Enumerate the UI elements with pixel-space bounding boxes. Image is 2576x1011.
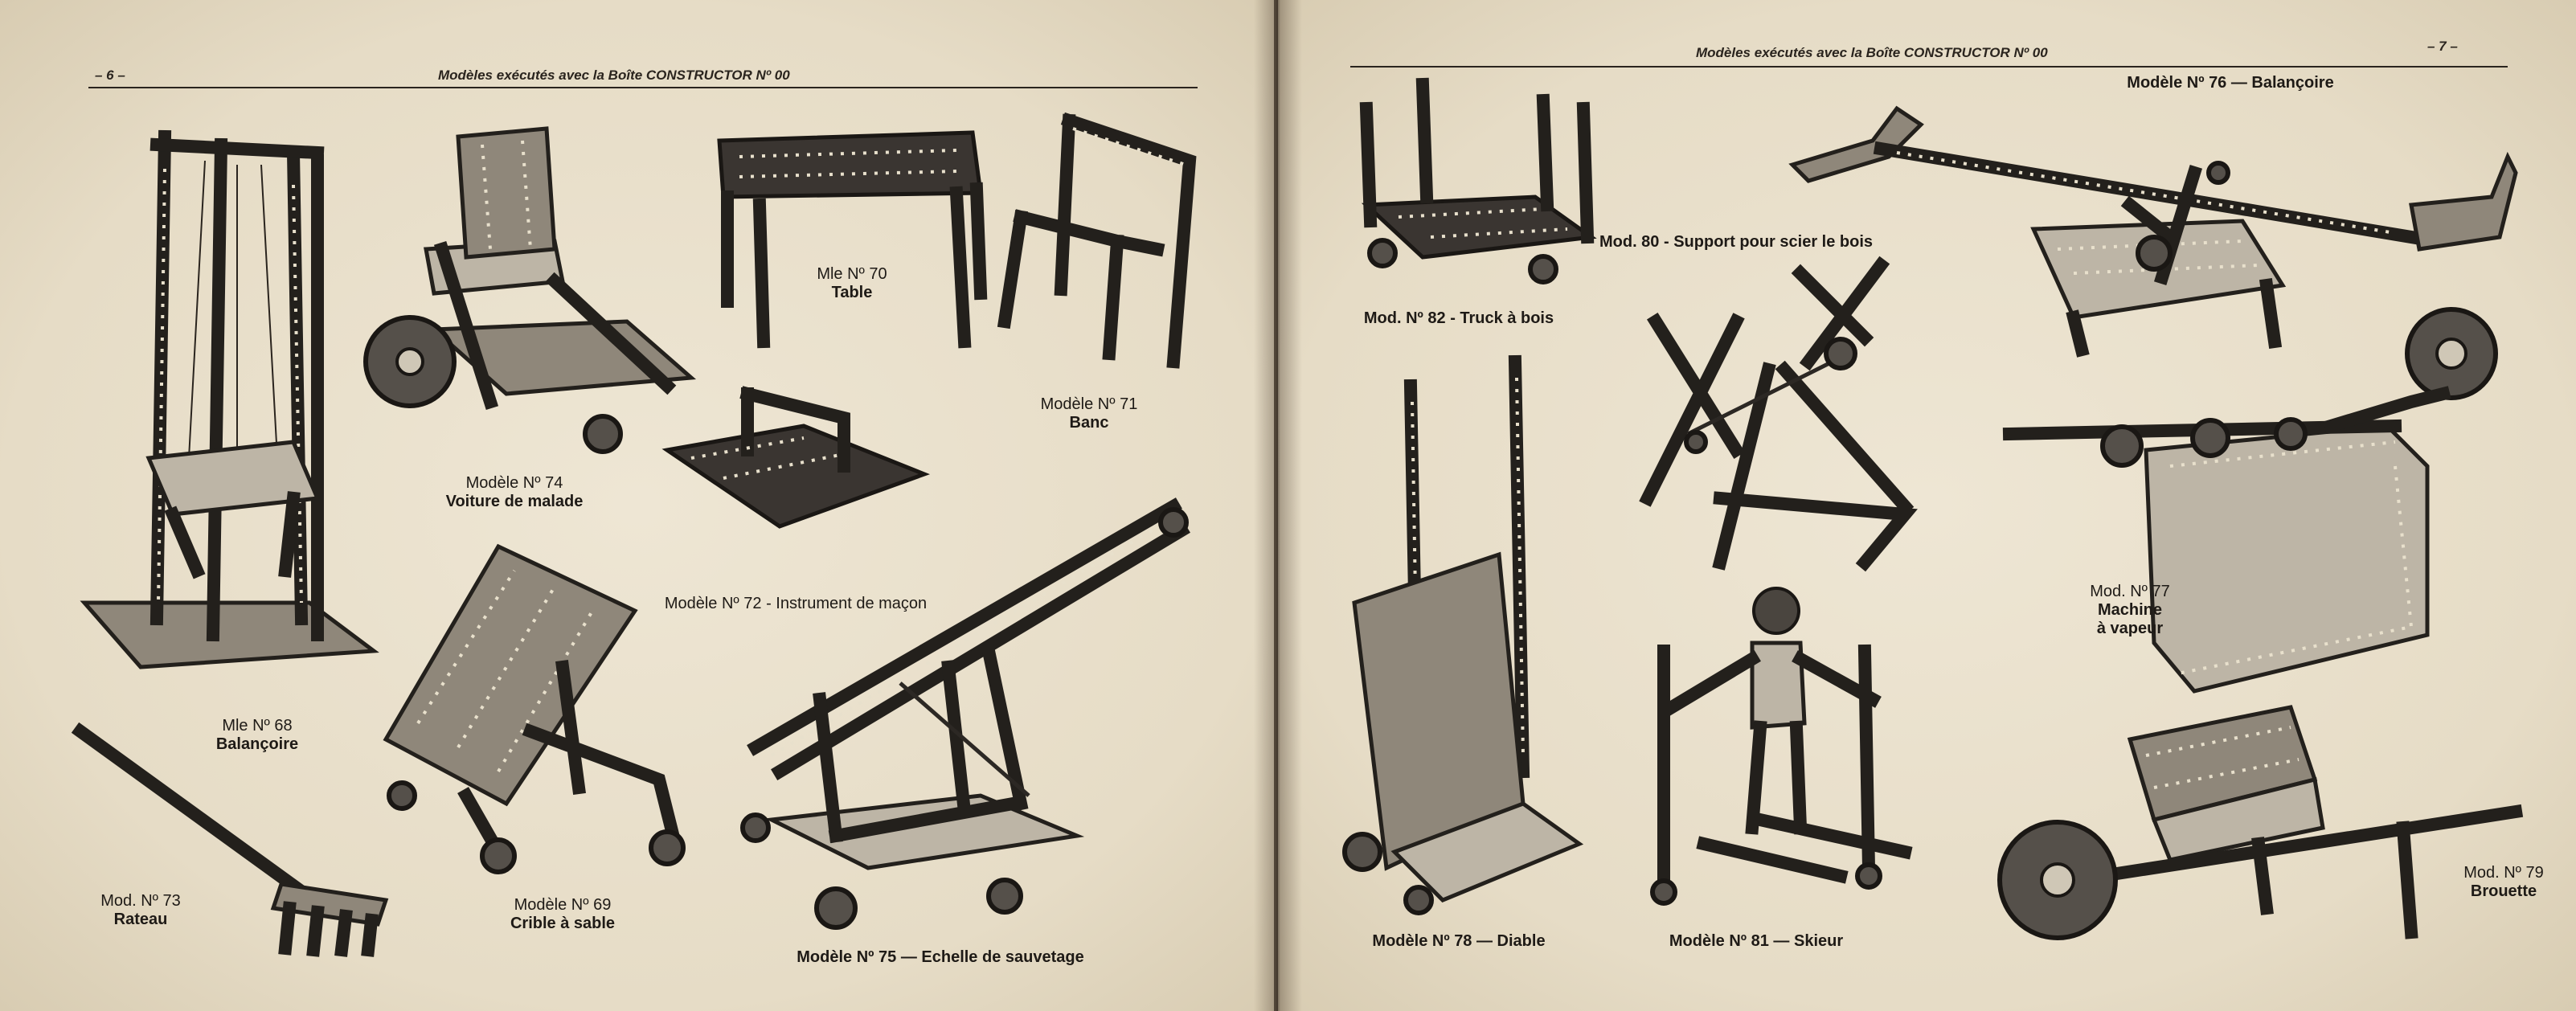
figure-mod-82-wood-truck — [1350, 76, 1616, 285]
figure-mod-81-skier — [1632, 579, 1937, 916]
caption-mod-73-number: Mod. Nº 73 — [100, 892, 181, 910]
running-header: Modèles exécutés avec la Boîte CONSTRUCTOR Nº 00 — [1696, 45, 2048, 60]
figure-mod-69-sand-sieve — [370, 538, 707, 876]
figure-mod-77-steam-engine — [1993, 305, 2556, 755]
caption-mod-71 — [1041, 395, 1138, 432]
caption-mod-79-title: Brouette — [2470, 882, 2537, 900]
figure-mod-75-rescue-ladder — [739, 490, 1190, 940]
caption-mod-73-title: Rateau — [113, 911, 168, 928]
running-header: Modèles exécutés avec la Boîte CONSTRUCTOR Nº 00 — [438, 68, 790, 83]
caption-mod-79 — [2463, 864, 2544, 901]
caption-mod-68-number: Mle Nº 68 — [222, 717, 293, 735]
figure-mod-68-swing — [76, 121, 382, 731]
figure-mod-71-bench — [997, 113, 1206, 386]
caption-mod-71-title: Banc — [1069, 414, 1109, 432]
caption-mod-70-number: Mle Nº 70 — [817, 265, 887, 283]
caption-mod-77 — [2090, 583, 2170, 638]
header-rule — [88, 87, 1198, 88]
catalog-page-left — [0, 0, 1274, 1011]
page-number: – 7 – — [2427, 39, 2458, 54]
caption-mod-75 — [797, 948, 1083, 967]
caption-mod-78-title: Modèle Nº 78 — Diable — [1372, 932, 1546, 950]
caption-mod-68-title: Balançoire — [215, 735, 299, 753]
caption-mod-82-title: Mod. Nº 82 - Truck à bois — [1363, 309, 1554, 327]
caption-mod-78 — [1372, 932, 1545, 951]
caption-mod-77-title-line1: Machine — [2097, 601, 2163, 619]
caption-mod-74-number: Modèle Nº 74 — [465, 474, 563, 492]
catalog-page-right — [1278, 0, 2576, 1011]
caption-mod-69 — [510, 896, 615, 933]
caption-mod-73 — [100, 892, 181, 929]
caption-mod-77-number: Mod. Nº 77 — [2090, 583, 2170, 600]
caption-mod-69-number: Modèle Nº 69 — [514, 896, 612, 914]
caption-mod-77-title-line2: à vapeur — [2096, 620, 2164, 637]
caption-mod-74-title: Voiture de malade — [445, 493, 584, 510]
caption-mod-80-title: Mod. 80 - Support pour scier le bois — [1599, 233, 1874, 251]
caption-mod-71-number: Modèle Nº 71 — [1040, 395, 1138, 413]
figure-mod-78-hand-truck — [1346, 354, 1603, 916]
caption-mod-70-title: Table — [831, 284, 873, 301]
caption-mod-74 — [446, 474, 584, 511]
caption-mod-69-title: Crible à sable — [510, 915, 616, 932]
caption-mod-72-number: Modèle Nº 72 - Instrument de maçon — [664, 595, 928, 612]
caption-mod-76-title: Modèle Nº 76 — Balançoire — [2127, 74, 2334, 92]
caption-mod-79-number: Mod. Nº 79 — [2463, 864, 2544, 882]
caption-mod-82 — [1364, 309, 1554, 328]
page-number: – 6 – — [95, 68, 125, 83]
caption-mod-81 — [1669, 932, 1843, 951]
header-rule — [1350, 66, 2508, 68]
figure-mod-70-table — [715, 133, 989, 374]
figure-mod-79-wheelbarrow — [1953, 707, 2548, 948]
caption-mod-75-title: Modèle Nº 75 — Echelle de sauvetage — [797, 948, 1084, 966]
caption-mod-81-title: Modèle Nº 81 — Skieur — [1669, 932, 1844, 950]
figure-mod-74-invalid-carriage — [362, 121, 699, 458]
caption-mod-70 — [817, 265, 887, 302]
